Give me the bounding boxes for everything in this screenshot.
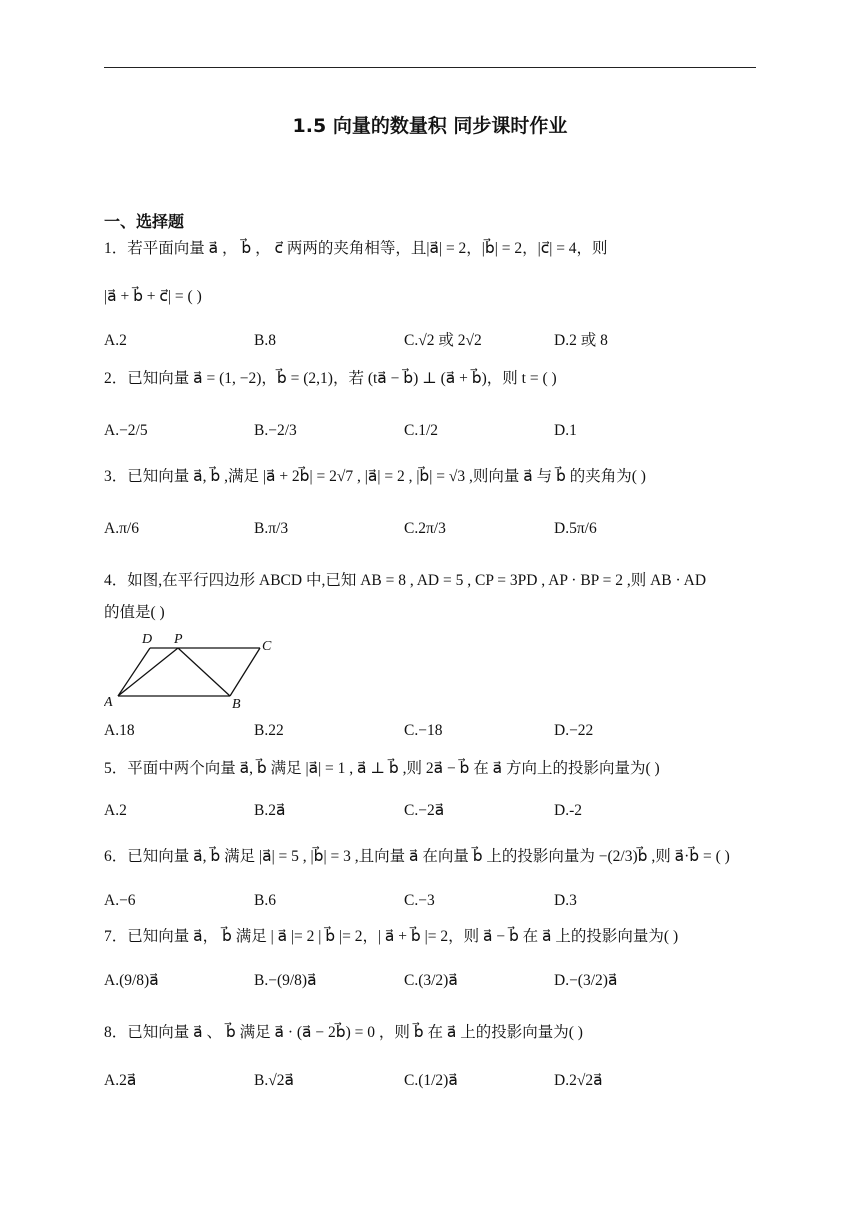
question-5-line-1: 5．平面中两个向量 a⃗, b⃗ 满足 |a⃗| = 1 , a⃗ ⊥ b⃗ ,则 2a⃗ − b⃗ 在 a⃗ 方向上的投影向量为( ) xyxy=(104,760,660,777)
label-b: B xyxy=(232,697,241,712)
option-b: B.−2/3 xyxy=(254,422,297,439)
option-b: B.2a⃗ xyxy=(254,802,286,819)
question-1-options xyxy=(104,330,756,360)
option-d: D.1 xyxy=(554,422,577,439)
option-b: B.−(9/8)a⃗ xyxy=(254,972,317,989)
option-c: C.1/2 xyxy=(404,422,439,439)
question-7-line-1: 7．已知向量 a⃗， b⃗ 满足 | a⃗ |= 2 | b⃗ |= 2，| a⃗ + b⃗ |= 2，则 a⃗ − b⃗ 在 a⃗ 上的投影向量为( ) xyxy=(104,928,679,945)
question-7-options xyxy=(104,970,756,1000)
option-c: C.−2a⃗ xyxy=(404,802,445,819)
option-c: C.−3 xyxy=(404,892,435,909)
label-a: A xyxy=(104,695,113,710)
option-a: A.2 xyxy=(104,802,127,819)
edge-ad xyxy=(118,648,150,696)
option-d: D.2√2a⃗ xyxy=(554,1072,603,1089)
question-4-options xyxy=(104,720,756,750)
segment-pb xyxy=(178,648,230,696)
question-6-line-1: 6．已知向量 a⃗, b⃗ 满足 |a⃗| = 5 , |b⃗| = 3 ,且向量 a⃗ 在向量 b⃗ 上的投影向量为 −(2/3)b⃗ ,则 a⃗·b⃗ = ( ) xyxy=(104,848,730,865)
option-c: C.−18 xyxy=(404,722,443,739)
option-b: B.√2a⃗ xyxy=(254,1072,294,1089)
question-8-options xyxy=(104,1070,756,1100)
option-c: C.√2 或 2√2 xyxy=(404,332,482,349)
option-b: B.8 xyxy=(254,332,276,349)
label-d: D xyxy=(142,632,153,647)
option-a: A.2 xyxy=(104,332,127,349)
question-4-line-2: 的值是( ) xyxy=(104,604,165,621)
option-d: D.5π/6 xyxy=(554,520,597,537)
question-6-options xyxy=(104,890,756,920)
option-b: B.22 xyxy=(254,722,284,739)
option-d: D.−22 xyxy=(554,722,594,739)
option-a: A.π/6 xyxy=(104,520,139,537)
option-a: A.2a⃗ xyxy=(104,1072,137,1089)
label-p: P xyxy=(174,632,183,647)
option-a: A.(9/8)a⃗ xyxy=(104,972,159,989)
segment-ap xyxy=(118,648,178,696)
section-heading: 一、选择题 xyxy=(104,212,185,231)
option-c: C.(1/2)a⃗ xyxy=(404,1072,458,1089)
option-a: A.18 xyxy=(104,722,135,739)
header-rule xyxy=(104,67,756,68)
option-d: D.−(3/2)a⃗ xyxy=(554,972,618,989)
option-d: D.-2 xyxy=(554,802,582,819)
parallelogram-figure xyxy=(104,630,284,712)
question-8-line-1: 8．已知向量 a⃗ 、 b⃗ 满足 a⃗ · (a⃗ − 2b⃗) = 0 ，则 b⃗ 在 a⃗ 上的投影向量为( ) xyxy=(104,1024,583,1041)
question-5-options xyxy=(104,800,756,830)
question-2-options xyxy=(104,420,756,450)
option-a: A.−2/5 xyxy=(104,422,148,439)
question-1-line-1: 1．若平面向量 a⃗ ， b⃗ ， c⃗ 两两的夹角相等，且|a⃗| = 2，|b⃗| = 2，|c⃗| = 4，则 xyxy=(104,240,608,257)
option-d: D.3 xyxy=(554,892,577,909)
option-c: C.(3/2)a⃗ xyxy=(404,972,458,989)
option-c: C.2π/3 xyxy=(404,520,446,537)
edge-cb xyxy=(230,648,260,696)
page-title: 1.5 向量的数量积 同步课时作业 xyxy=(292,115,568,137)
option-b: B.6 xyxy=(254,892,276,909)
label-c: C xyxy=(262,639,272,654)
option-a: A.−6 xyxy=(104,892,136,909)
question-3-options xyxy=(104,518,756,548)
question-4-line-1: 4．如图,在平行四边形 ABCD 中,已知 AB = 8 , AD = 5 , CP = 3PD , AP · BP = 2 ,则 AB · AD xyxy=(104,572,707,589)
option-b: B.π/3 xyxy=(254,520,289,537)
question-2-line-1: 2．已知向量 a⃗ = (1, −2)，b⃗ = (2,1)，若 (ta⃗ − b⃗) ⊥ (a⃗ + b⃗)，则 t = ( ) xyxy=(104,370,557,387)
question-1-line-2: |a⃗ + b⃗ + c⃗| = ( ) xyxy=(104,288,202,305)
question-3-line-1: 3．已知向量 a⃗, b⃗ ,满足 |a⃗ + 2b⃗| = 2√7 , |a⃗| = 2 , |b⃗| = √3 ,则向量 a⃗ 与 b⃗ 的夹角为( ) xyxy=(104,468,646,485)
option-d: D.2 或 8 xyxy=(554,332,608,349)
